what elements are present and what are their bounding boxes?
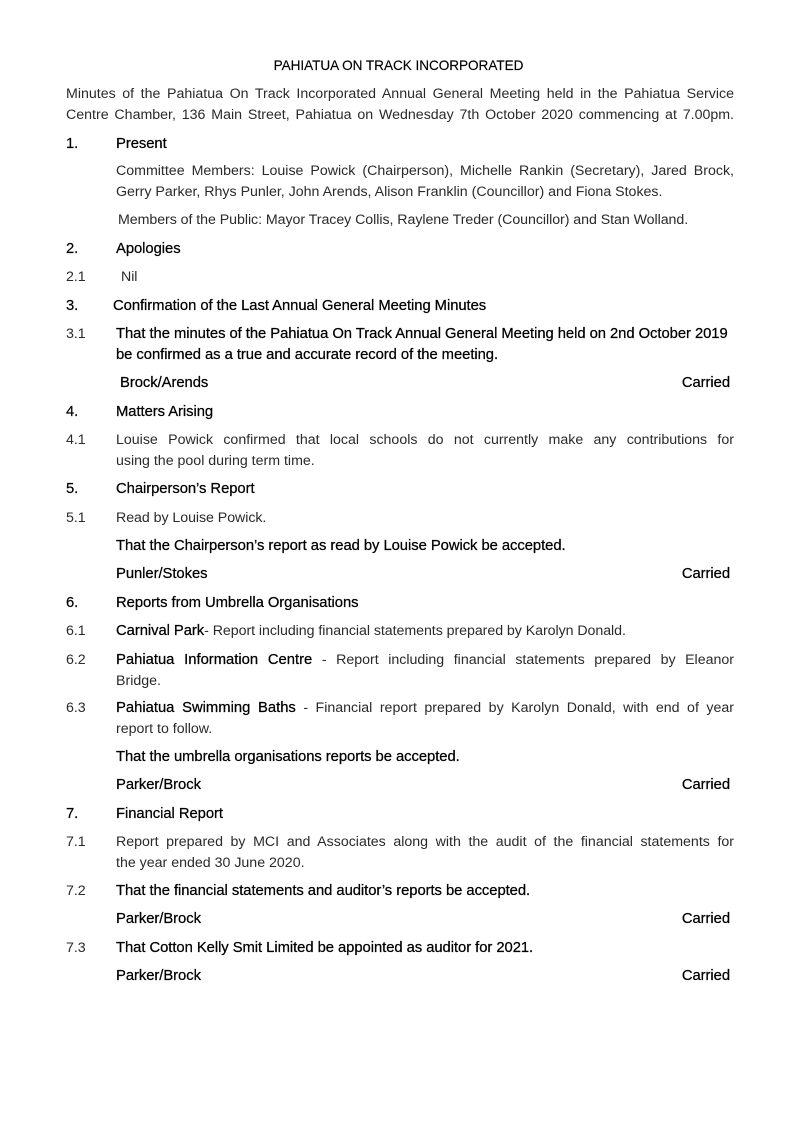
item-6-3-text: [116, 698, 734, 740]
org-name: Pahiatua Information Centre: [116, 652, 313, 668]
item-6-2-number: 6.2: [66, 652, 86, 668]
item-7-3-text: That Cotton Kelly Smit Limited be appointed as auditor for 2021.: [116, 940, 534, 956]
motion-text: That the umbrella organisations reports be accepted.: [116, 749, 460, 765]
item-7-3-number: 7.3: [66, 940, 86, 956]
org-name: Pahiatua Swimming Baths: [116, 700, 296, 716]
item-6-1-number: 6.1: [66, 623, 86, 639]
motion-mover: Parker/Brock: [116, 968, 201, 984]
motion-result: Carried: [681, 375, 730, 391]
section-6-number: 6.: [66, 595, 79, 611]
motion-result: Carried: [681, 777, 730, 793]
org-report-text: - Report including financial statements prepared by Karolyn Donald.: [204, 623, 626, 639]
section-1-number: 1.: [66, 136, 79, 152]
item-4-1-line-2: using the pool during term time.: [116, 453, 315, 469]
motion-mover: Punler/Stokes: [116, 566, 208, 582]
section-3-heading: Confirmation of the Last Annual General Meeting Minutes: [113, 298, 487, 314]
item-4-1-number: 4.1: [66, 432, 86, 448]
section-2-heading: Apologies: [116, 241, 181, 257]
org-report-text-2: Bridge.: [116, 673, 161, 689]
section-4-number: 4.: [66, 404, 79, 420]
section-6-heading: Reports from Umbrella Organisations: [116, 595, 359, 611]
motion-mover: Brock/Arends: [120, 375, 209, 391]
section-1-heading: Present: [116, 136, 167, 152]
committee-members: [116, 161, 734, 203]
motion-mover: Parker/Brock: [116, 777, 201, 793]
motion-result: Carried: [681, 566, 730, 582]
org-report-text: - Report including financial statements prepared by Eleanor: [321, 652, 734, 668]
page-title: PAHIATUA ON TRACK INCORPORATED: [273, 58, 524, 73]
item-6-2-text: [116, 650, 734, 692]
item-4-1-text: [116, 430, 734, 472]
item-7-1-text: [116, 832, 734, 874]
item-7-1-number: 7.1: [66, 834, 86, 850]
motion-mover: Parker/Brock: [116, 911, 201, 927]
section-5-number: 5.: [66, 481, 79, 497]
item-7-1-line-2: the year ended 30 June 2020.: [116, 855, 305, 871]
item-5-1-text: Read by Louise Powick.: [116, 510, 267, 526]
section-4-heading: Matters Arising: [116, 404, 214, 420]
members-of-public: Members of the Public: Mayor Tracey Collis, Raylene Treder (Councillor) and Stan Wolland.: [118, 212, 689, 228]
motion-result: Carried: [681, 911, 730, 927]
org-report-text-2: report to follow.: [116, 721, 213, 737]
section-3-number: 3.: [66, 298, 79, 314]
item-4-1-line-1: Louise Powick confirmed that local schools do not currently make any contributions for: [116, 432, 734, 448]
org-name: Carnival Park: [116, 623, 205, 639]
section-7-number: 7.: [66, 806, 79, 822]
item-7-1-line-1: Report prepared by MCI and Associates along with the audit of the financial statements for: [116, 834, 734, 850]
item-5-1-number: 5.1: [66, 510, 86, 526]
motion-text: That the Chairperson’s report as read by Louise Powick be accepted.: [116, 538, 566, 554]
item-7-2-text: That the financial statements and auditor’s reports be accepted.: [116, 883, 531, 899]
item-2-1-text: Nil: [121, 269, 138, 285]
item-7-2-number: 7.2: [66, 883, 86, 899]
item-2-1-number: 2.1: [66, 269, 86, 285]
motion-result: Carried: [681, 968, 730, 984]
item-6-3-number: 6.3: [66, 700, 86, 716]
item-3-1-line-2: be confirmed as a true and accurate record of the meeting.: [116, 347, 499, 363]
item-3-1-line-1: That the minutes of the Pahiatua On Track Annual General Meeting held on 2nd October 2019: [116, 326, 728, 342]
intro-line-2: Centre Chamber, 136 Main Street, Pahiatua on Wednesday 7th October 2020 commencing at 7.00pm.: [66, 107, 734, 123]
section-7-heading: Financial Report: [116, 806, 223, 822]
section-2-number: 2.: [66, 241, 79, 257]
item-3-1-number: 3.1: [66, 326, 86, 342]
intro-line-1: Minutes of the Pahiatua On Track Incorporated Annual General Meeting held in the Pahiatua Service: [66, 86, 734, 102]
org-report-text: - Financial report prepared by Karolyn Donald, with end of year: [303, 700, 734, 716]
intro-paragraph: [66, 84, 734, 126]
item-6-1-text: [116, 621, 626, 641]
section-5-heading: Chairperson’s Report: [116, 481, 255, 497]
committee-line-1: Committee Members: Louise Powick (Chairperson), Michelle Rankin (Secretary), Jared Brock,: [116, 163, 734, 179]
committee-line-2: Gerry Parker, Rhys Punler, John Arends, Alison Franklin (Councillor) and Fiona Stokes.: [116, 184, 663, 200]
